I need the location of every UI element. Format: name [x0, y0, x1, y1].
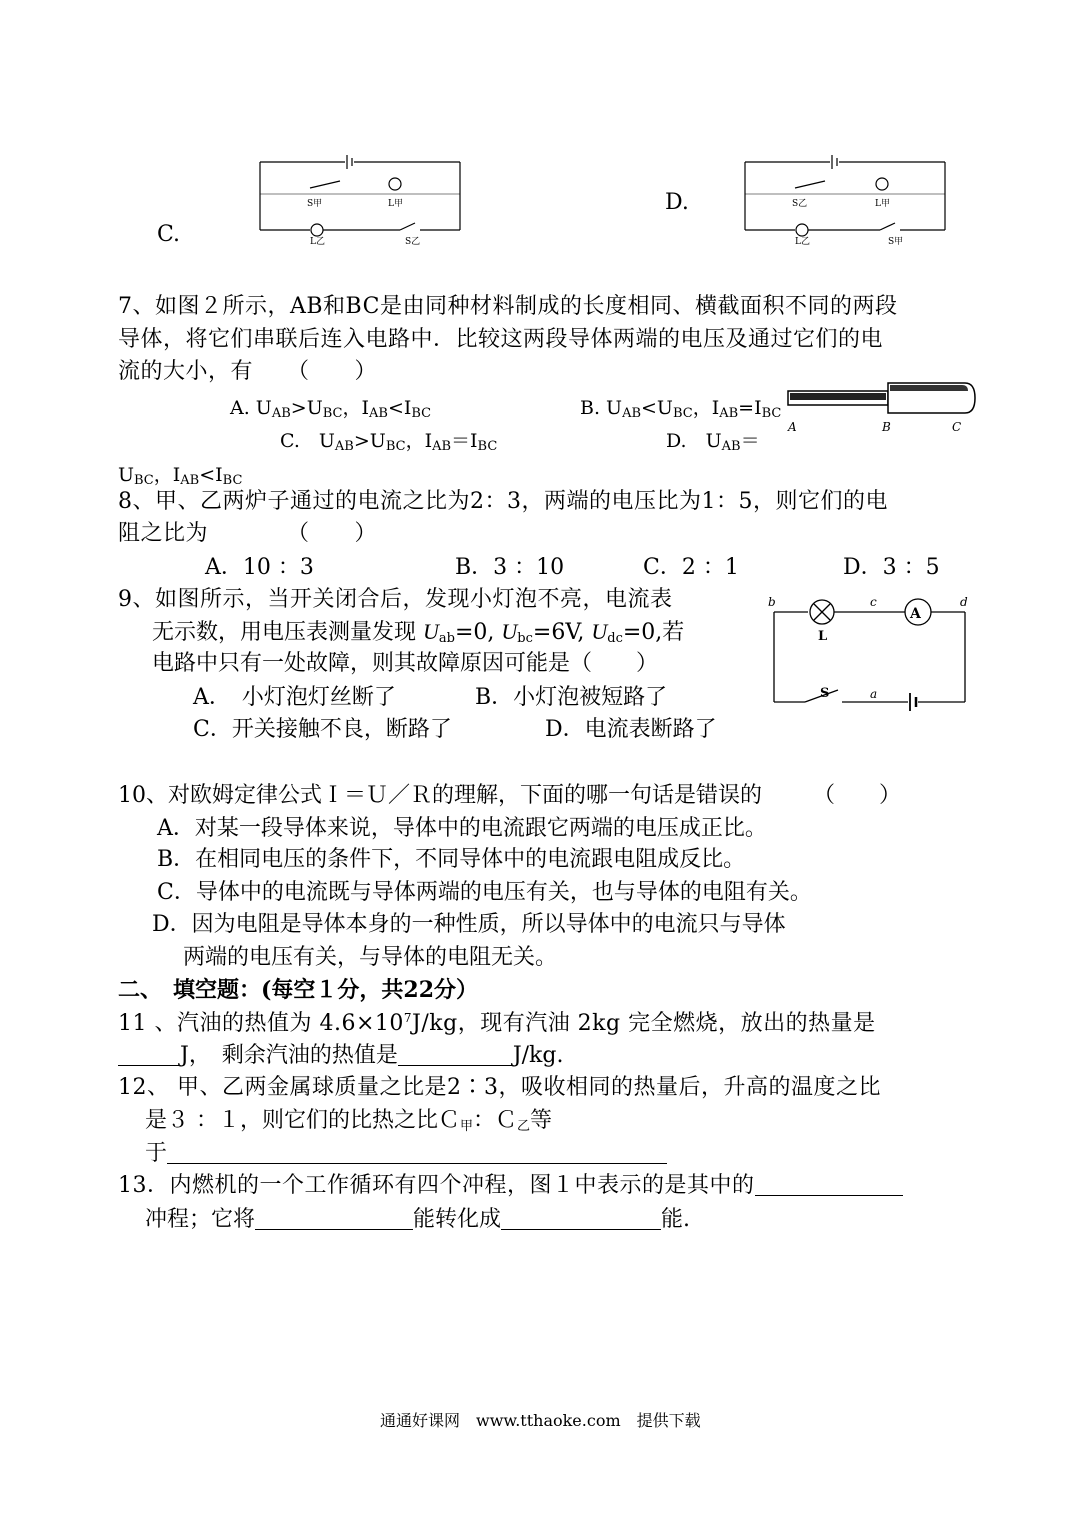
q12-line1: 12、 甲、乙两金属球质量之比是2∶3，吸收相同的热量后，升高的温度之比	[118, 1075, 881, 1100]
q9-line1: 9、如图所示，当开关闭合后，发现小灯泡不亮，电流表	[118, 587, 673, 612]
q10-option-d-line1: D．因为电阻是导体本身的一种性质，所以导体中的电流只与导体	[152, 912, 786, 937]
label-b: B	[882, 420, 891, 434]
lamp-l-yi-label: L乙	[310, 237, 325, 247]
label-a: A	[788, 420, 797, 434]
option-d-label: D.	[665, 190, 689, 215]
q13-line2: 冲程；它将 能转化成 能.	[145, 1207, 691, 1232]
q11-line2: J， 剩余汽油的热值是 J/kg.	[118, 1041, 563, 1071]
q8-option-b: B．3 ：10	[455, 555, 565, 580]
switch-s-yi-label: S乙	[405, 237, 421, 247]
circuit-diagram-c	[255, 148, 465, 248]
option-c-label: C.	[157, 222, 181, 247]
q7-option-c: C. UAB>UBC，IAB＝IBC	[280, 430, 498, 454]
q8-line1: 8、甲、乙两炉子通过的电流之比为2：3，两端的电压比为1：5，则它们的电	[118, 489, 888, 514]
q10-option-b: B．在相同电压的条件下，不同导体中的电流跟电阻成反比。	[157, 847, 746, 872]
page-footer: 通通好课网 www.tthaoke.com 提供下载	[380, 1411, 701, 1430]
q7-option-d: D. UAB＝	[666, 430, 760, 454]
q7-option-a: A. UAB>UBC，IAB<IBC	[230, 397, 432, 421]
switch-label: S	[820, 686, 830, 701]
q9-option-d: D．电流表断路了	[545, 717, 717, 742]
node-d-label: d	[960, 595, 968, 609]
circuit-diagram-d	[740, 148, 950, 248]
lamp-label: L	[818, 629, 828, 644]
q8-option-d: D．3 ：5	[843, 555, 940, 580]
q10-line: 10、对欧姆定律公式Ｉ＝Ｕ／Ｒ的理解，下面的哪一句话是错误的 （ ）	[118, 783, 901, 808]
conductor-figure	[780, 375, 980, 440]
node-a-label: a	[870, 687, 878, 701]
q7-line1: 7、如图２所示，AB和BC是由同种材料制成的长度相同、横截面积不同的两段	[118, 294, 898, 319]
lamp-l-yi-label: L乙	[795, 237, 810, 247]
q9-option-a: A． 小灯泡灯丝断了	[193, 685, 396, 710]
section-2-title: 二、 填空题：(每空１分，共22分）	[118, 977, 479, 1003]
q8-line2: 阻之比为 （ ）	[118, 521, 378, 546]
q7-option-d-cont: UBC，IAB<IBC	[118, 464, 243, 488]
q7-line3: 流的大小，有 （ ）	[118, 359, 378, 384]
q10-option-a: A．对某一段导体来说，导体中的电流跟它两端的电压成正比。	[157, 816, 767, 841]
q10-option-d-line2: 两端的电压有关，与导体的电阻无关。	[183, 945, 558, 970]
q8-option-a: A．10 ：3	[205, 555, 314, 580]
circuit-diagram-q9	[760, 590, 980, 720]
lamp-l-jia-label: L甲	[388, 199, 403, 209]
switch-s-yi-label: S乙	[792, 199, 808, 209]
q13-line1: 13．内燃机的一个工作循环有四个冲程，图１中表示的是其中的	[118, 1171, 903, 1201]
q9-line3: 电路中只有一处故障，则其故障原因可能是（ ）	[152, 651, 659, 676]
q8-option-c: C．2 ：1	[643, 555, 739, 580]
q9-line2: 无示数，用电压表测量发现 Uab=0, Ubc=6V, Udc=0,若	[152, 619, 685, 646]
q12-line3: 于	[145, 1139, 667, 1169]
q11-line1: 11 、汽油的热值为 $4.6\times 10^7J/kg$，现有汽油 2kg 完全燃烧，放出的热量是	[118, 1011, 876, 1036]
q10-option-c: C．导体中的电流既与导体两端的电压有关，也与导体的电阻有关。	[157, 880, 812, 905]
lamp-l-jia-label: L甲	[875, 199, 890, 209]
switch-s-jia-label: S甲	[888, 237, 904, 247]
switch-s-jia-label: S甲	[307, 199, 323, 209]
ammeter-label: A	[910, 606, 921, 622]
q12-line2: 是３ ：１，则它们的比热之比Ｃ甲：Ｃ乙等	[145, 1108, 553, 1134]
q9-option-b: B．小灯泡被短路了	[475, 685, 668, 710]
node-b-label: b	[768, 595, 776, 609]
node-c-label: c	[870, 595, 877, 609]
label-c: C	[952, 420, 962, 434]
q7-option-b: B. UAB<UBC，IAB=IBC	[580, 397, 782, 421]
q7-line2: 导体，将它们串联后连入电路中．比较这两段导体两端的电压及通过它们的电	[118, 327, 884, 352]
q9-option-c: C．开关接触不良，断路了	[193, 717, 452, 742]
